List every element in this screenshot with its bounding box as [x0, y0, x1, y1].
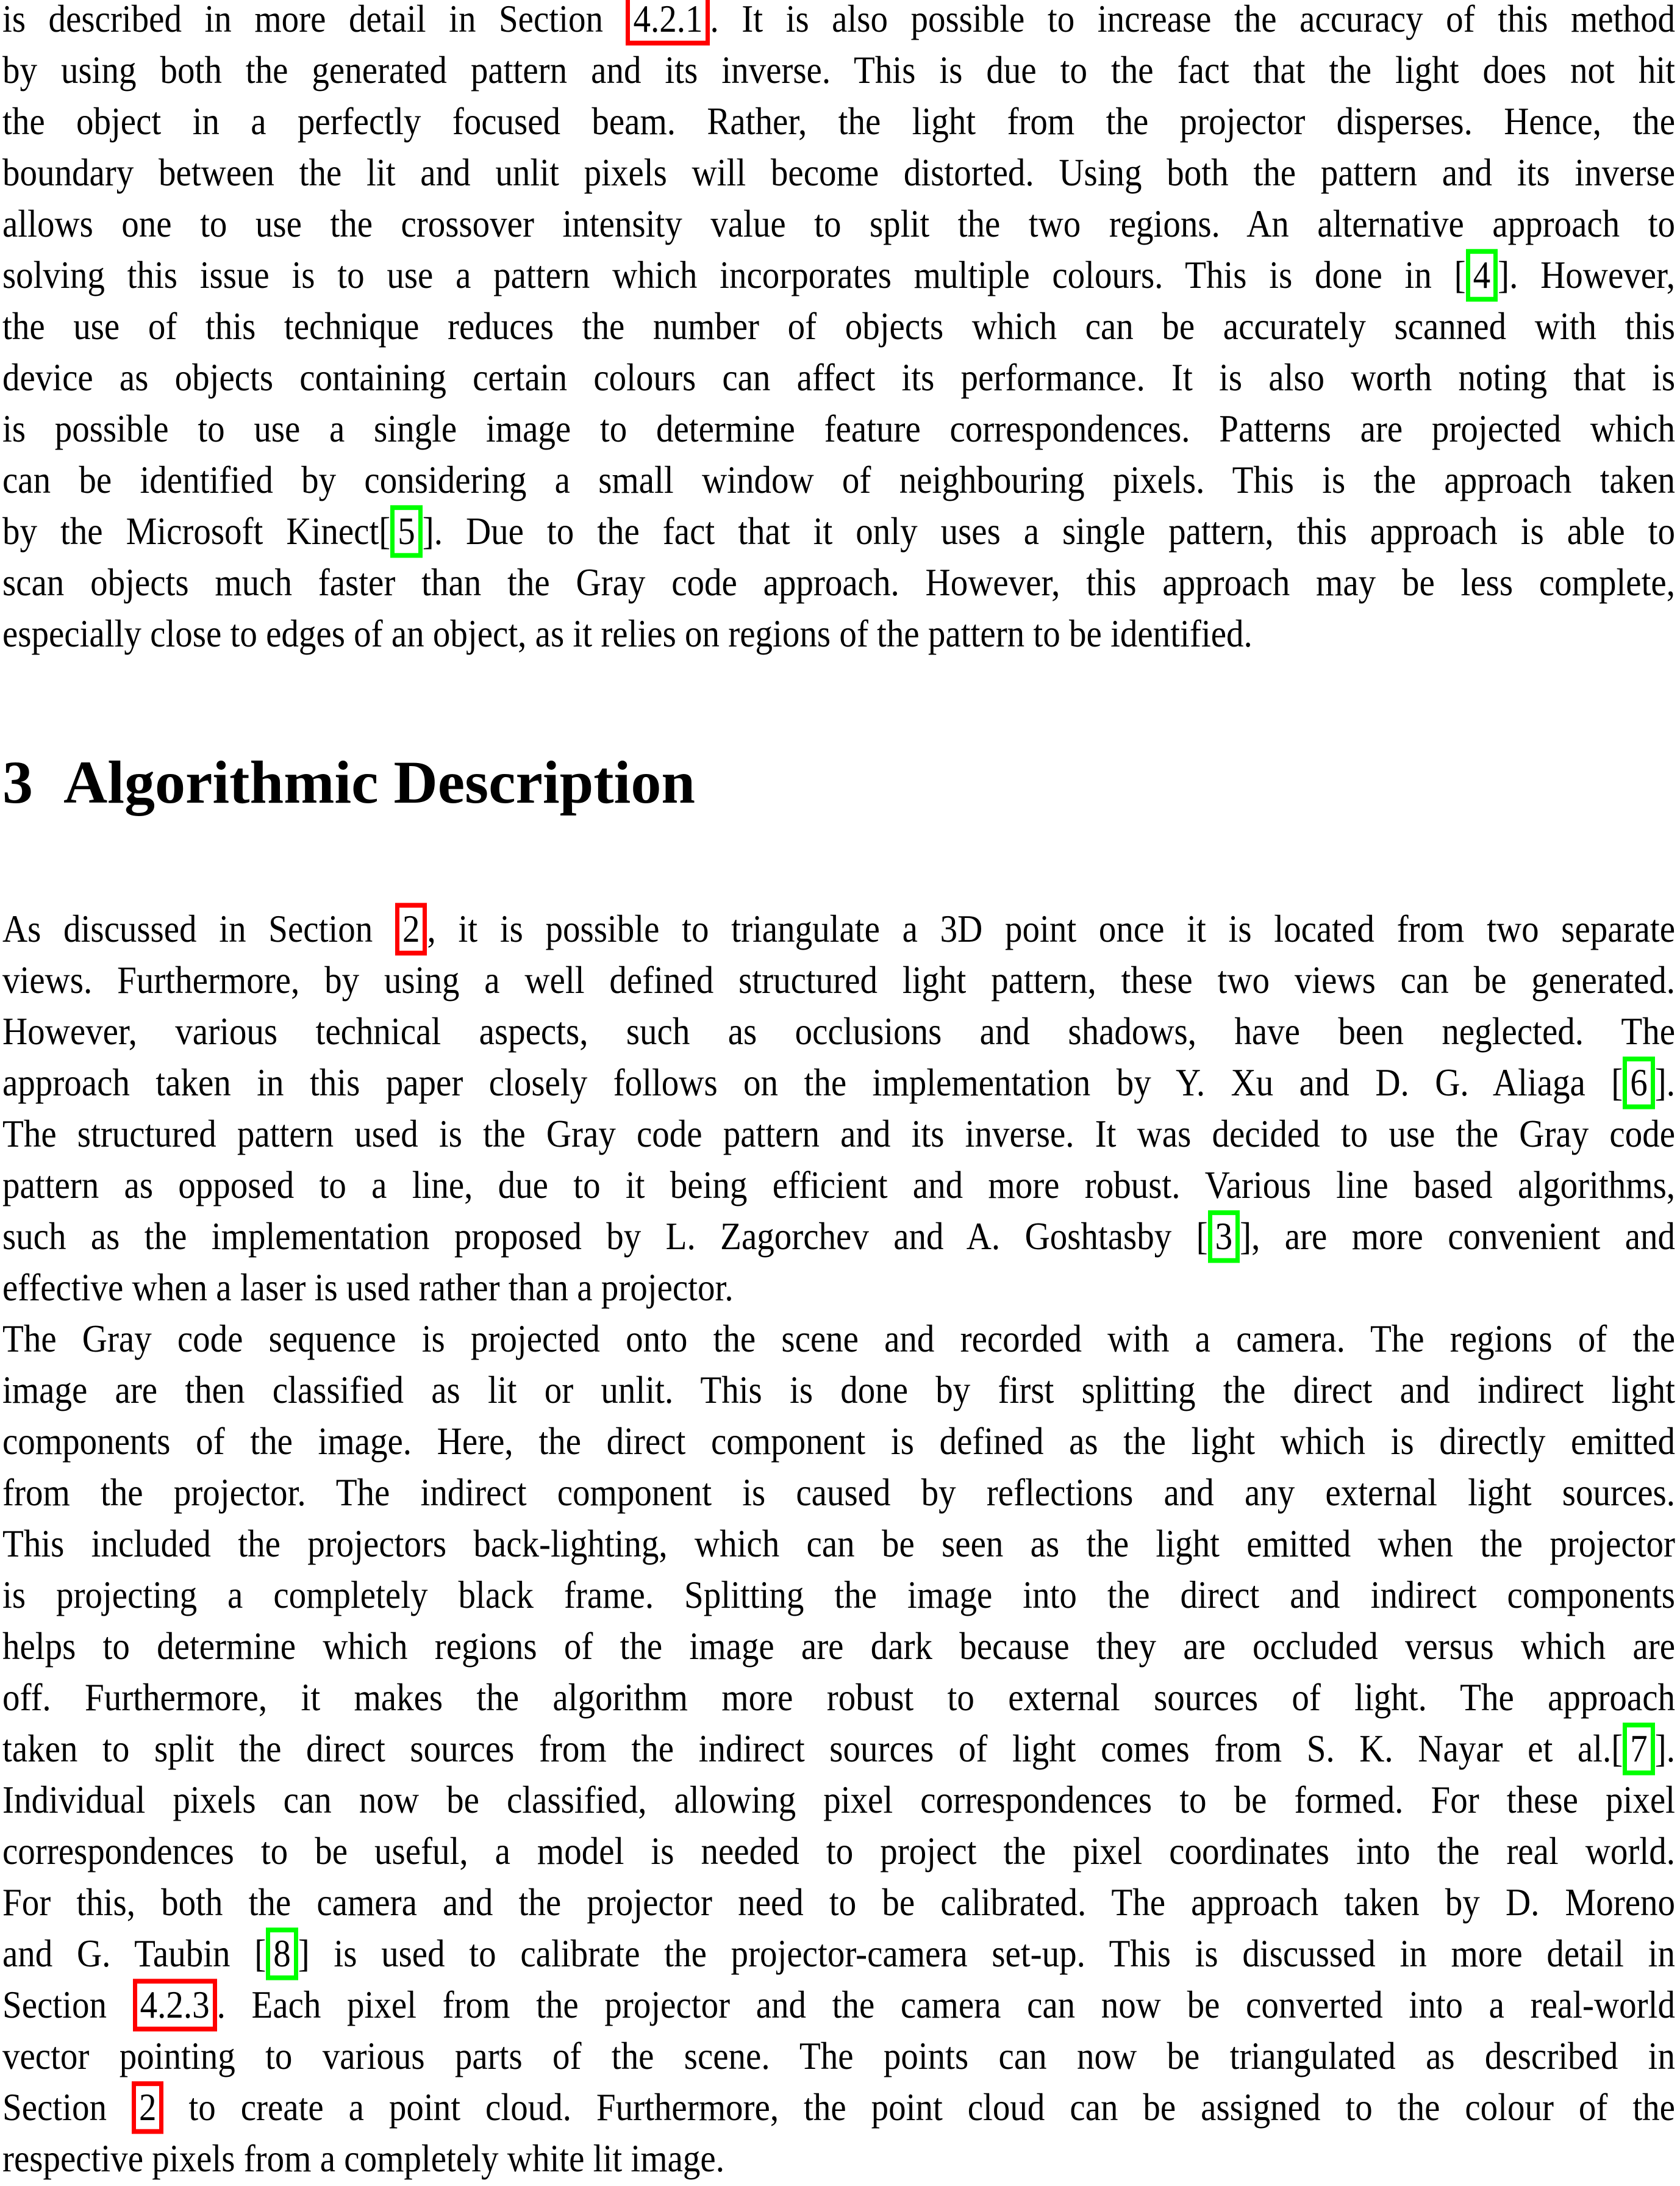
- text-line: is possible to use a single image to determine feature correspondences. Patterns are projected which: [2, 407, 1675, 451]
- text-line: by using both the generated pattern and its inverse. This is due to the fact that the light does not hit: [2, 49, 1675, 92]
- text-line: For this, both the camera and the projector need to be calibrated. The approach taken by D. Moreno: [2, 1881, 1675, 1924]
- text-segment: by the Microsoft Kinect[: [2, 510, 391, 553]
- citation-ref-link[interactable]: 3: [1208, 1210, 1240, 1263]
- text-line: [2, 1977, 1675, 2034]
- text-line: from the projector. The indirect component is caused by reflections and any external light sources.: [2, 1471, 1675, 1514]
- text-line: respective pixels from a completely white lit image.: [2, 2137, 724, 2181]
- text-line: The structured pattern used is the Gray code pattern and its inverse. It was decided to use the Gray code: [2, 1113, 1675, 1156]
- text-segment: Section: [2, 2086, 132, 2129]
- text-line: [2, 0, 1675, 48]
- text-segment: As discussed in Section: [2, 908, 395, 951]
- text-line: boundary between the lit and unlit pixels will become distorted. Using both the pattern and its inverse: [2, 151, 1675, 195]
- section-ref-link[interactable]: 2: [132, 2081, 164, 2134]
- section-number: 3: [2, 748, 33, 816]
- citation-ref-link[interactable]: 4: [1466, 249, 1498, 301]
- text-line: The Gray code sequence is projected onto the scene and recorded with a camera. The regions of the: [2, 1317, 1675, 1361]
- text-line: especially close to edges of an object, as it relies on regions of the pattern to be identified.: [2, 612, 1253, 656]
- text-line: [2, 503, 1675, 561]
- text-line: [2, 1208, 1675, 1266]
- text-segment: ] is used to calibrate the projector-camera set-up. This is discussed in more detail in: [298, 1932, 1675, 1976]
- text-segment: ], are more convenient and: [1240, 1215, 1675, 1258]
- text-line: components of the image. Here, the direct component is defined as the light which is directly emitted: [2, 1420, 1675, 1463]
- citation-ref-link[interactable]: 5: [390, 505, 423, 557]
- text-segment: . Each pixel from the projector and the camera can now be converted into a real-world: [216, 1984, 1675, 2027]
- text-line: helps to determine which regions of the image are dark because they are occluded versus which are: [2, 1625, 1675, 1668]
- section-title: Algorithmic Description: [63, 748, 695, 816]
- text-line: image are then classified as lit or unlit. This is done by first splitting the direct and indirect light: [2, 1369, 1675, 1412]
- text-line: is projecting a completely black frame. Splitting the image into the direct and indirect components: [2, 1574, 1675, 1617]
- text-line: the object in a perfectly focused beam. Rather, the light from the projector disperses. Hence, the: [2, 100, 1675, 143]
- text-segment: taken to split the direct sources from the indirect sources of light comes from S. K. Nayar et al.[: [2, 1727, 1623, 1771]
- citation-ref-link[interactable]: 8: [266, 1927, 298, 1980]
- section-heading: [2, 748, 1675, 816]
- section-ref-link[interactable]: 2: [395, 903, 427, 955]
- text-line: off. Furthermore, it makes the algorithm more robust to external sources of light. The approach: [2, 1676, 1675, 1719]
- text-line: This included the projectors back-lighting, which can be seen as the light emitted when the projector: [2, 1522, 1675, 1566]
- text-line: Individual pixels can now be classified, allowing pixel correspondences to be formed. For these pixel: [2, 1779, 1675, 1822]
- paragraph-2: [2, 904, 1675, 1314]
- text-line: [2, 901, 1675, 958]
- text-line: device as objects containing certain colours can affect its performance. It is also worth noting that is: [2, 356, 1675, 400]
- citation-ref-link[interactable]: 6: [1623, 1056, 1655, 1109]
- text-segment: ].: [1654, 1727, 1675, 1771]
- text-line: allows one to use the crossover intensity value to split the two regions. An alternative approach to: [2, 202, 1675, 246]
- text-segment: . It is also possible to increase the accuracy of this method: [710, 0, 1675, 41]
- text-line: [2, 247, 1675, 304]
- text-line: However, various technical aspects, such as occlusions and shadows, have been neglected. The: [2, 1010, 1675, 1053]
- text-line: [2, 1926, 1675, 1983]
- text-line: [2, 1721, 1675, 1778]
- text-segment: is described in more detail in Section: [2, 0, 626, 41]
- text-line: vector pointing to various parts of the scene. The points can now be triangulated as described in: [2, 2035, 1675, 2078]
- text-segment: solving this issue is to use a pattern which incorporates multiple colours. This is done in [: [2, 254, 1466, 297]
- section-ref-link[interactable]: 4.2.3: [133, 1979, 217, 2031]
- text-line: pattern as opposed to a line, due to it being efficient and more robust. Various line based algorithms,: [2, 1164, 1675, 1207]
- text-segment: such as the implementation proposed by L. Zagorchev and A. Goshtasby [: [2, 1215, 1208, 1258]
- text-segment: , it is possible to triangulate a 3D point once it is located from two separate: [427, 908, 1675, 951]
- text-line: correspondences to be useful, a model is needed to project the pixel coordinates into the real world.: [2, 1830, 1675, 1873]
- text-line: [2, 2079, 1675, 2137]
- paragraph-1: [2, 0, 1675, 660]
- paragraph-3: [2, 1314, 1675, 2185]
- text-segment: ]. Due to the fact that it only uses a single pattern, this approach is able to: [422, 510, 1675, 553]
- text-line: [2, 1055, 1675, 1112]
- text-line: can be identified by considering a small window of neighbouring pixels. This is the approach taken: [2, 459, 1675, 502]
- section-ref-link[interactable]: 4.2.1: [626, 0, 710, 46]
- text-segment: ].: [1654, 1061, 1675, 1105]
- text-segment: approach taken in this paper closely follows on the implementation by Y. Xu and D. G. Aliaga [: [2, 1061, 1623, 1105]
- text-segment: to create a point cloud. Furthermore, the point cloud can be assigned to the colour of the: [163, 2086, 1675, 2129]
- text-segment: and G. Taubin [: [2, 1932, 266, 1976]
- text-line: views. Furthermore, by using a well defined structured light pattern, these two views can be generated.: [2, 959, 1675, 1002]
- text-line: the use of this technique reduces the number of objects which can be accurately scanned with this: [2, 305, 1675, 348]
- citation-ref-link[interactable]: 7: [1623, 1722, 1655, 1775]
- text-segment: ]. However,: [1498, 254, 1675, 297]
- text-line: effective when a laser is used rather than a projector.: [2, 1266, 734, 1310]
- text-segment: Section: [2, 1984, 133, 2027]
- text-line: scan objects much faster than the Gray code approach. However, this approach may be less complete,: [2, 561, 1675, 604]
